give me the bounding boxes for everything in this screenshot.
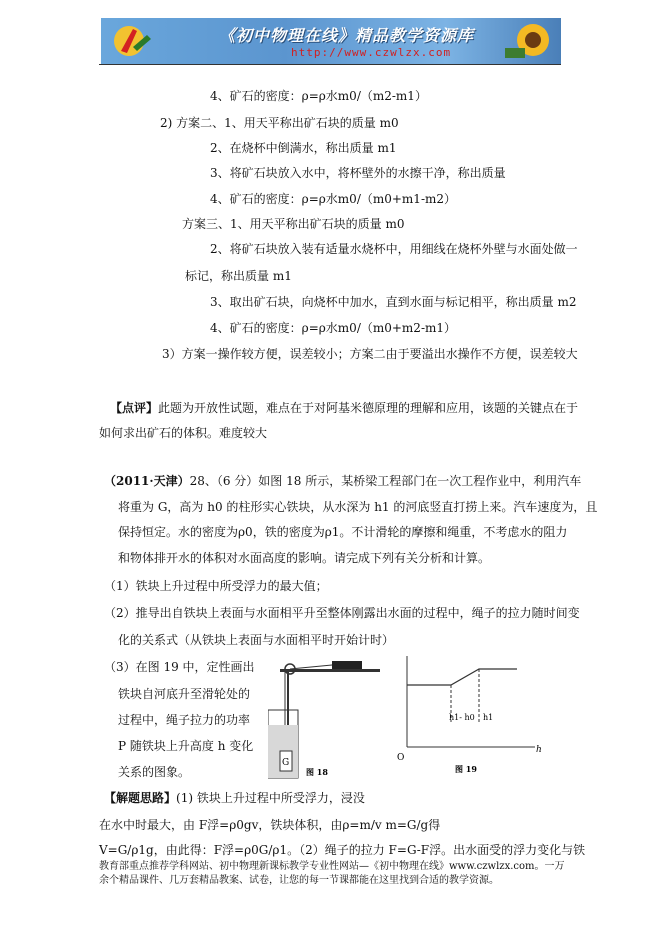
text-line: （3）在图 19 中，定性画出 [104,660,255,674]
text-line: 2、将矿石块放入装有适量水烧杯中，用细线在烧杯外壁与水面处做一 [210,242,578,256]
comment-block [110,400,578,416]
banner-url[interactable]: http://www.czwlzx.com [291,46,452,59]
figure-19 [395,652,545,777]
truck-shape [332,661,362,669]
axis-h-label: h [536,745,542,755]
text-line: 和物体排开水的体积对水面高度的影响。请完成下列有关分析和计算。 [118,551,491,565]
text-line: P 随铁块上升高度 h 变化 [118,739,254,753]
sunflower-icon [501,20,555,62]
text-line: 化的关系式（从铁块上表面与水面相平时开始计时） [118,633,395,647]
text-line: 3）方案一操作较方便，误差较小；方案二由于要溢出水操作不方便，误差较大 [162,347,578,361]
text-line: 关系的图象。 [118,765,191,779]
origin-label: O [397,753,405,763]
tick-h1: h1 [483,713,494,722]
question-line [104,473,581,489]
text-line: 如何求出矿石的体积。难度较大 [99,426,268,440]
text-line: 4、矿石的密度：ρ=ρ水m0/（m0+m2-m1） [210,321,457,335]
text-line: 3、取出矿石块，向烧杯中加水，直到水面与标记相平，称出质量 m2 [210,295,577,309]
text-line: （1）铁块上升过程中所受浮力的最大值； [104,579,328,593]
text-line: 标记，称出质量 m1 [185,269,292,283]
figure-18 [268,655,380,780]
header-divider [99,64,561,65]
fig18-caption: 图 18 [306,767,328,777]
text-line: 3、将矿石块放入水中，将杯壁外的水擦干净，称出质量 [210,166,506,180]
question-source: （2011·天津） [104,474,190,488]
solution-label: 【解题思路】 [104,791,177,805]
comment-text: 此题为开放性试题，难点在于对阿基米德原理的理解和应用，该题的关键点在于 [158,401,579,415]
site-banner [101,18,561,64]
logo-icon [111,23,161,59]
text-line: 保持恒定。水的密度为ρ0，铁的密度为ρ1。不计滑轮的摩擦和绳重，不考虑水的阻力 [118,525,568,539]
iron-block-label: G [282,758,290,768]
footer-text: 教育部重点推荐学科网站、初中物理新课标教学专业性网站—《初中物理在线》www.czwlzx.com。一万余个精品课件、几万套精品教案、试卷，让您的每一节课都能在这里找到合适的教学资源。 [99,861,565,886]
text-line: 在水中时最大，由 F浮=ρ0gv，铁块体积，由ρ=m/v m=G/g得 [99,818,441,832]
text-line: （2）推导出自铁块上表面与水面相平升至整体刚露出水面的过程中，绳子的拉力随时间变 [104,606,580,620]
text-line: 将重为 G，高为 h0 的柱形实心铁块，从水深为 h1 的河底竖直打捞上来。汽车速度为，且 [118,500,598,514]
text-line: 2) 方案二、1、用天平称出矿石块的质量 m0 [160,116,399,130]
text-line: 方案三、1、用天平称出矿石块的质量 m0 [182,217,405,231]
tick-h1-h0: h1- h0 [449,713,475,722]
text-line: 铁块自河底升至滑轮处的 [118,687,251,701]
comment-label: 【点评】 [110,401,159,415]
power-curve [407,669,517,685]
rope-top [290,665,332,669]
solution-text: (1) 铁块上升过程中所受浮力，浸没 [176,791,365,805]
solution-line [104,790,365,806]
text-line: 过程中，绳子拉力的功率 [118,713,251,727]
question-text: 28、（6 分）如图 18 所示，某桥梁工程部门在一次工程作业中，利用汽车 [189,474,582,488]
text-line: V=G/ρ1g，由此得：F浮=ρ0G/ρ1。（2）绳子的拉力 F=G-F浮。出水面受的浮力变化与铁 [99,843,586,857]
banner-title: 《初中物理在线》精品教学资源库 [219,26,475,45]
text-line: 4、矿石的密度：ρ=ρ水m0/（m2-m1） [210,89,427,103]
text-line: 4、矿石的密度：ρ=ρ水m0/（m0+m1-m2） [210,192,457,206]
text-line: 2、在烧杯中倒满水，称出质量 m1 [210,141,397,155]
fig19-caption: 图 19 [455,764,477,774]
